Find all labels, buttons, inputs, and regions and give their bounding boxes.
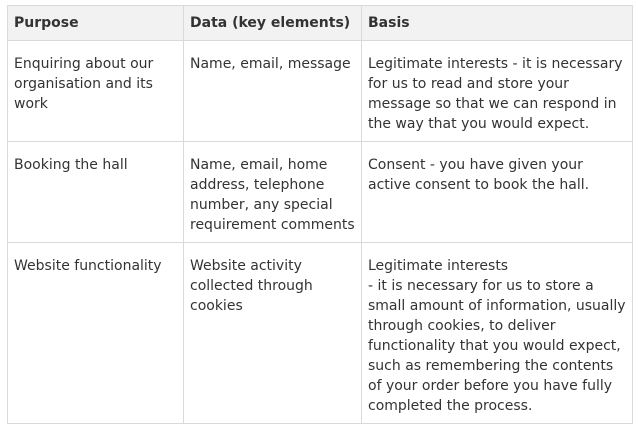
cell-basis bbox=[362, 243, 633, 424]
cell-purpose: Booking the hall bbox=[8, 142, 184, 243]
cell-data: Name, email, message bbox=[184, 41, 362, 142]
table-header bbox=[8, 6, 633, 41]
basis-text: Legitimate interests - it is necessary for us to read and store your message so that we can respond in the way that you would expect. bbox=[368, 56, 623, 132]
table-row bbox=[8, 41, 633, 142]
header-row bbox=[8, 6, 633, 41]
privacy-table bbox=[7, 5, 633, 424]
header-data: Data (key elements) bbox=[184, 6, 362, 41]
cell-purpose: Website functionality bbox=[8, 243, 184, 424]
basis-text: Consent - you have given your active consent to book the hall. bbox=[368, 157, 590, 193]
header-purpose: Purpose bbox=[8, 6, 184, 41]
table-row bbox=[8, 142, 633, 243]
cell-basis bbox=[362, 142, 633, 243]
header-basis: Basis bbox=[362, 6, 633, 41]
cell-data: Name, email, home address, telephone number, any special requirement comments bbox=[184, 142, 362, 243]
cell-purpose: Enquiring about our organisation and its work bbox=[8, 41, 184, 142]
table-body bbox=[8, 41, 633, 424]
basis-title: Legitimate interests bbox=[368, 258, 509, 274]
cell-basis bbox=[362, 41, 633, 142]
table-row bbox=[8, 243, 633, 424]
basis-text: - it is necessary for us to store a small amount of information, usually through cookies, to deliver functionality that you would expect, such as remembering the contents of your order before you have fully completed the process. bbox=[368, 278, 626, 414]
cell-data: Website activity collected through cookies bbox=[184, 243, 362, 424]
